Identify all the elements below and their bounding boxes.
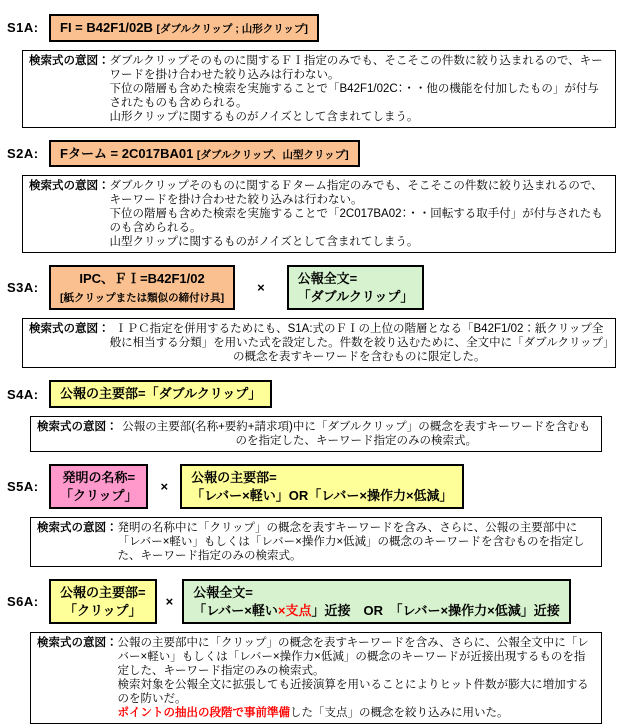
section-s2a — [7, 140, 618, 254]
intent-paragraph — [110, 207, 610, 235]
formula-line — [193, 602, 560, 620]
section-s5a — [7, 464, 618, 567]
formula-text: 「レバー×軽い — [193, 602, 278, 618]
formula-text: ×支点 — [277, 602, 312, 618]
formula-line — [60, 145, 349, 163]
formula-line — [60, 385, 261, 403]
formula-text: 発明の名称= — [62, 469, 136, 485]
intent-label: 検索式の意図： — [29, 54, 110, 67]
formula-text: 「クリップ」 — [60, 487, 138, 503]
formula-text: 公報の主要部=「ダブルクリップ」 — [60, 386, 262, 402]
formula-box — [49, 380, 272, 408]
intent-box — [30, 517, 602, 567]
intent-segment: 検索対象を公報全文に拡張しても近接演算を用いることによりヒット件数が膨大に増加するのを防いだ。 — [117, 679, 589, 706]
intent-segment: ポイントの抽出の段階で事前準備 — [117, 707, 290, 720]
formula-line — [298, 270, 414, 288]
formula-line — [298, 288, 414, 306]
and-operator: × — [257, 280, 265, 296]
formula-text: 「ダブルクリップ」 — [297, 288, 414, 304]
formula-box — [49, 265, 235, 310]
formula-text: [紙クリップまたは類似の締付け具] — [60, 291, 225, 304]
intent-box — [30, 632, 602, 724]
intent-segment: 山形クリップに関するものがノイズとして含まれてしまう。 — [109, 110, 419, 123]
intent-paragraph — [110, 82, 610, 110]
section-label: S6A: — [7, 594, 39, 610]
intent-paragraph — [110, 235, 610, 249]
intent-segment: ダブルクリップそのものに関するＦＩ指定のみでも、そこそこの件数に絞り込まれるので、キーワードを掛け合わせた絞り込みは行わない。 — [109, 54, 603, 81]
intent-paragraph — [118, 521, 596, 563]
formula-line — [193, 584, 560, 602]
formula-line — [191, 487, 452, 505]
section-s6a — [7, 579, 618, 724]
formula-text: 公報全文= — [297, 271, 358, 287]
intent-text — [110, 54, 610, 124]
intent-segment: した「支点」の概念を絞り込みに用いた。 — [290, 707, 509, 720]
formula-row — [7, 140, 618, 168]
formula-line — [191, 469, 452, 487]
section-label: S4A: — [7, 386, 39, 402]
intent-paragraph — [110, 54, 610, 82]
sections — [7, 14, 618, 724]
intent-label: 検索式の意図： — [37, 522, 118, 535]
intent-segment: 下位の階層も含めた検索を実施することで「B42F1/02C：・・他の機能を付加したもの」が付与されたものも含められる。 — [109, 82, 599, 109]
intent-box — [30, 416, 602, 452]
intent-label: 検索式の意図： — [29, 323, 110, 336]
intent-text — [118, 521, 596, 563]
and-operator: × — [165, 594, 174, 610]
section-s1a — [7, 14, 618, 128]
formula-text: 「レバー×軽い」OR「レバー×操作力×低減」 — [191, 487, 453, 503]
intent-label: 検索式の意図： — [37, 420, 118, 433]
formula-line — [60, 19, 308, 37]
intent-text — [118, 636, 596, 720]
formula-row — [7, 579, 618, 624]
intent-paragraph — [110, 179, 610, 207]
formula-text: [ダブルクリップ、山型クリップ] — [196, 148, 349, 161]
formula-text: FI = B42F1/02B — [60, 20, 157, 35]
formula-line — [60, 270, 224, 288]
section-label: S3A: — [7, 280, 39, 296]
intent-label: 検索式の意図： — [37, 637, 118, 650]
intent-segment: 公報の主要部(名称+要約+請求項)中に「ダブルクリップ」の概念を表すキーワードを含むものを指定した、キーワード指定のみの検索式。 — [122, 420, 591, 447]
formula-text: 」近接 OR 「レバー×操作力×低減」近接 — [311, 602, 560, 618]
intent-paragraph — [118, 636, 596, 678]
intent-segment: 発明の名称中に「クリップ」の概念を表すキーワードを含み、さらに、公報の主要部中に「レバー×軽い」もしくは「レバー×操作力×低減」の概念のキーワードを含むものを指定した、キーワード指定のみの検索式。 — [117, 522, 585, 563]
formula-box — [180, 464, 463, 509]
section-label: S1A: — [7, 20, 39, 36]
intent-segment: 公報の主要部中に「クリップ」の概念を表すキーワードを含み、さらに、公報全文中に「レバー×軽い」もしくは「レバー×操作力×低減」の概念のキーワードが近接出現するものを指定した、キーワード指定のみの検索式。 — [117, 637, 589, 678]
formula-text: IPC、ＦＩ=B42F1/02 — [79, 271, 205, 287]
intent-box — [22, 318, 616, 368]
section-label: S5A: — [7, 479, 39, 495]
intent-segment: 山型クリップに関するものがノイズとして含まれてしまう。 — [109, 236, 419, 249]
intent-paragraph — [118, 706, 596, 720]
formula-row — [7, 265, 618, 310]
intent-text — [110, 179, 610, 249]
intent-paragraph — [118, 420, 596, 448]
intent-box — [22, 175, 616, 253]
intent-label: 検索式の意図： — [29, 180, 110, 193]
and-operator: × — [160, 479, 169, 495]
formula-line — [60, 487, 137, 505]
formula-row — [7, 14, 618, 42]
formula-line — [60, 584, 146, 602]
formula-box — [49, 140, 360, 168]
formula-box — [49, 14, 319, 42]
intent-paragraph — [110, 110, 610, 124]
section-label: S2A: — [7, 145, 39, 161]
formula-box — [287, 265, 425, 310]
formula-text: [ダブルクリップ ; 山形クリップ] — [156, 23, 308, 35]
formula-row — [7, 380, 618, 408]
formula-box — [182, 579, 571, 624]
intent-text — [110, 322, 610, 364]
formula-box — [49, 464, 148, 509]
section-s3a — [7, 265, 618, 368]
formula-text: Fターム = 2C017BA01 — [60, 145, 197, 161]
intent-segment: 下位の階層も含めた検索を実施することで「2C017BA02：・・回転する取手付」が付与されたものも含められる。 — [109, 208, 603, 235]
intent-paragraph — [110, 322, 610, 364]
intent-paragraph — [118, 678, 596, 706]
intent-segment: ＩＰＣ指定を併用するためにも、S1A:式のＦＩの上位の階層となる「B42F1/02：紙クリップ全般に相当する分類」を用いた式を設定した。件数を絞り込むために、全文中に「ダブルクリップ」の概念を表すキーワードを含むものに限定した。 — [109, 323, 609, 364]
formula-line — [60, 469, 137, 487]
formula-text: 「クリップ」 — [64, 602, 142, 618]
formula-text: 公報の主要部= — [191, 469, 277, 485]
intent-box — [22, 50, 616, 128]
intent-text — [118, 420, 596, 448]
intent-segment: ダブルクリップそのものに関するＦターム指定のみでも、そこそこの件数に絞り込まれるので、キーワードを掛け合わせた絞り込みは行わない。 — [109, 180, 603, 207]
formula-line — [60, 602, 146, 620]
formula-row — [7, 464, 618, 509]
formula-line — [60, 288, 224, 306]
formula-text: 公報の主要部= — [60, 585, 146, 601]
section-s4a — [7, 380, 618, 452]
formula-box — [49, 579, 157, 624]
formula-text: 公報全文= — [193, 585, 253, 601]
